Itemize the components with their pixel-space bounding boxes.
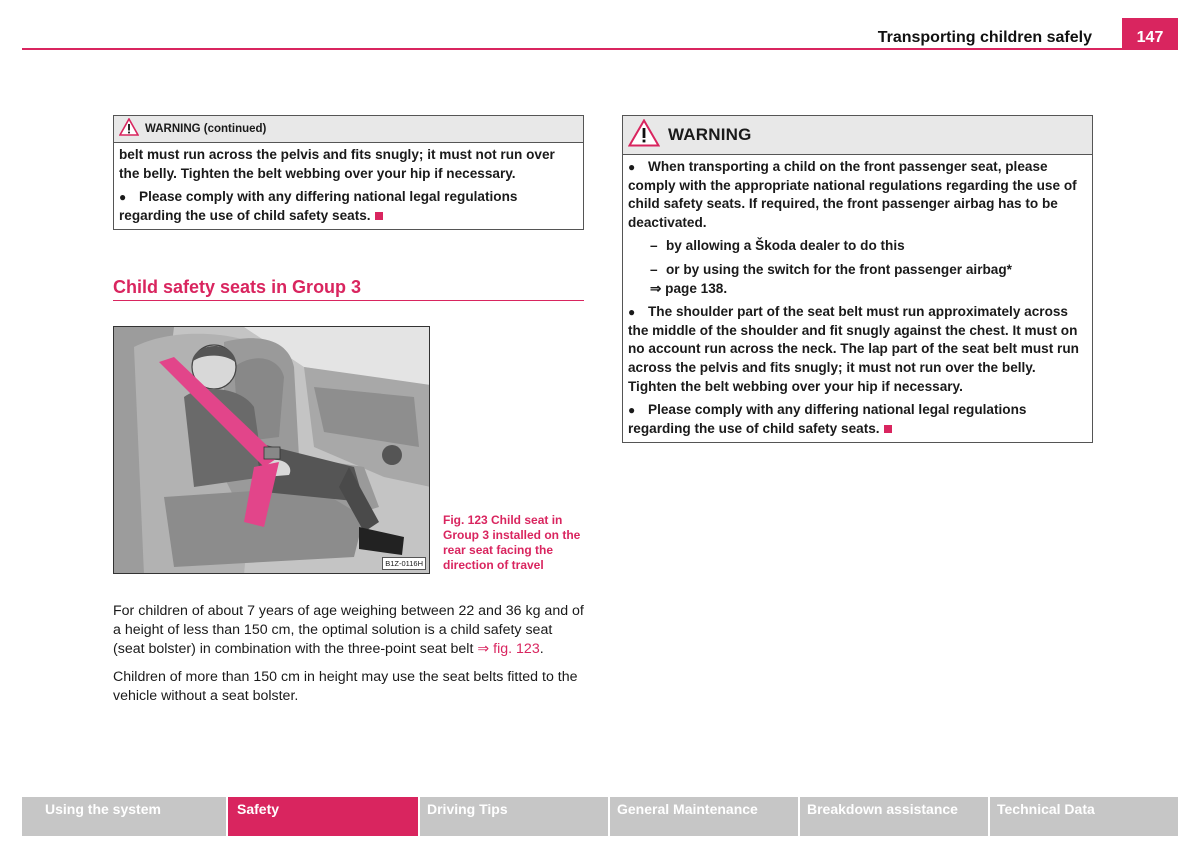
warning-continued-bullet-text: Please comply with any differing national legal regulations regarding the use of child safety seats. [119,189,518,223]
warning-box [622,115,1093,443]
chapter-nav [22,797,1178,836]
bullet-icon: ● [628,305,636,320]
child-seat-illustration [114,327,430,574]
figure-child-seat-illustration [113,326,430,574]
bullet-icon: ● [628,160,636,174]
figure-code: B1Z-0116H [382,557,426,570]
figure-caption: Fig. 123 Child seat in Group 3 installed on the rear seat facing the direction of travel [443,513,581,572]
page-reference-link[interactable]: ⇒ page 138. [650,280,728,296]
page-number: 147 [1122,18,1178,50]
section-rule [113,300,584,301]
page-title: Transporting children safely [877,29,1092,46]
warning-body [623,155,1092,442]
warning-bullet-3 [628,401,1087,438]
warning-title: WARNING [668,125,752,144]
nav-tab-technical-data[interactable]: Technical Data [990,797,1178,836]
warning-continued-box [113,115,584,230]
warning-dash-2 [628,261,1087,298]
warning-bullet-1 [628,158,1087,232]
warning-dash-2-text: or by using the switch for the front passenger airbag* [666,261,1012,277]
nav-tab-general-maintenance[interactable]: General Maintenance [610,797,798,836]
section-title: Child safety seats in Group 3 [113,277,362,297]
warning-bullet-1-text: When transporting a child on the front passenger seat, please comply with the appropriate national regulations regarding the use of child safety seats. If required, the front passenger airbag has to be deactivated. [628,159,1077,230]
nav-tab-breakdown-assistance[interactable]: Breakdown assistance [800,797,988,836]
warning-bullet-2-text: The shoulder part of the seat belt must run approximately across the middle of the shoulder and fit snugly against the chest. It must on no account run across the neck. The lap part of the seat belt must run across the pelvis and fits snugly; it must not run over the belly. Tighten the belt webbing over your hip if necessary. [628,304,1079,394]
end-mark-icon [884,425,892,433]
bullet-icon: ● [119,190,127,205]
dash-icon: – [650,261,658,277]
end-mark-icon [375,212,383,220]
warning-continued-bullet [119,188,578,225]
warning-continued-text: belt must run across the pelvis and fits snugly; it must not run over the belly. Tighten the belt webbing over your hip if necessary. [119,147,555,181]
nav-tab-safety[interactable]: Safety [228,797,418,836]
header-rule [22,48,1178,50]
figure-reference-link[interactable]: ⇒ fig. 123 [477,640,540,657]
warning-dash-1-text: by allowing a Škoda dealer to do this [666,238,905,254]
body-paragraph-1-text: For children of about 7 years of age weighing between 22 and 36 kg and of a height of less than 150 cm, the optimal solution is a child safety seat (seat bolster) in combination with the three-point seat belt [113,603,584,657]
warning-continued-title: WARNING (continued) [145,123,267,135]
nav-tab-using-the-system[interactable]: Using the system [22,797,226,836]
nav-tab-driving-tips[interactable]: Driving Tips [420,797,608,836]
warning-header [623,116,1092,155]
dash-icon: – [650,238,658,254]
warning-bullet-3-text: Please comply with any differing national legal regulations regarding the use of child safety seats. [628,402,1027,436]
body-paragraph-1 [113,602,585,658]
warning-triangle-icon [119,118,139,141]
warning-bullet-2 [628,303,1087,396]
warning-triangle-icon [628,119,660,152]
warning-dash-1 [628,237,1087,256]
bullet-icon: ● [628,403,636,418]
warning-continued-body [114,143,583,229]
warning-continued-header [114,116,583,143]
body-paragraph-2: Children of more than 150 cm in height may use the seat belts fitted to the vehicle without a seat bolster. [113,669,578,704]
body-paragraph-1-end: . [539,640,544,657]
